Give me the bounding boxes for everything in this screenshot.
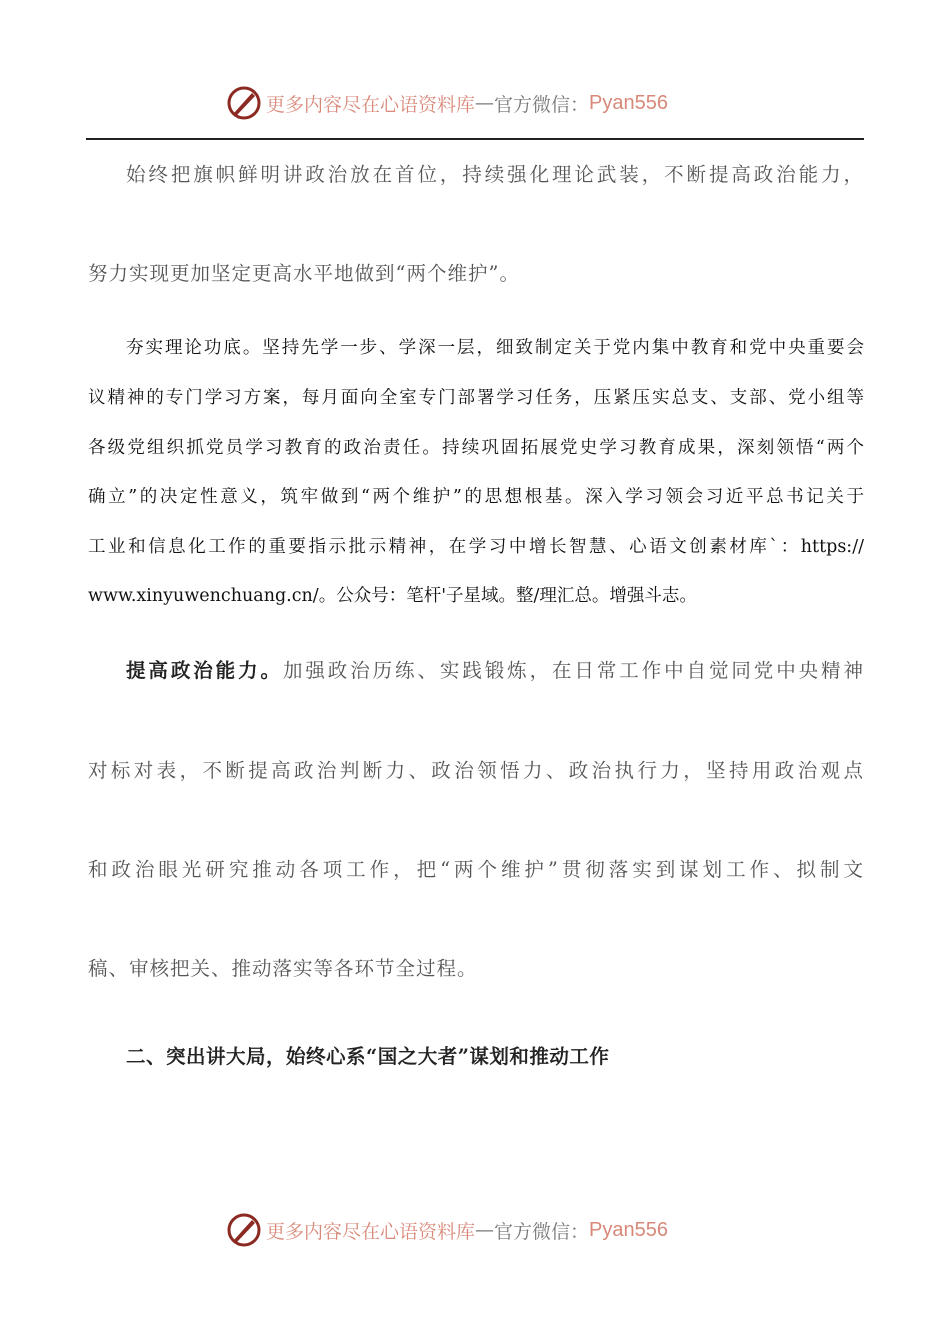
paragraph-lead: 提高政治能力。 bbox=[126, 659, 283, 682]
watermark-dash: — bbox=[475, 1219, 495, 1241]
watermark-wechat-label: 官方微信： bbox=[494, 1220, 590, 1243]
text-line: 工业和信息化工作的重要指示批示精神，在学习中增长智慧、心语文创素材库`：https:// bbox=[88, 537, 864, 557]
watermark-wechat-id: Pyan556 bbox=[589, 1218, 668, 1241]
text-line: 夯实理论功底。坚持先学一步、学深一层，细致制定关于党内集中教育和党中央重要会 bbox=[126, 338, 864, 358]
text-line: 稿、审核把关、推动落实等各环节全过程。 bbox=[88, 957, 478, 980]
text-line bbox=[126, 655, 864, 683]
watermark-wechat-id: Pyan556 bbox=[589, 91, 668, 114]
watermark-dash: — bbox=[475, 92, 495, 114]
text-line: www.xinyuwenchuang.cn/。公众号：笔杆'子星域。整/理汇总。增强斗志。 bbox=[88, 586, 697, 606]
text-line: 各级党组织抓党员学习教育的政治责任。持续巩固拓展党史学习教育成果，深刻领悟“两个 bbox=[88, 438, 864, 458]
text-span: 加强政治历练、实践锻炼，在日常工作中自觉同党中央精神 bbox=[282, 659, 864, 682]
text-line: 确立”的决定性意义，筑牢做到“两个维护”的思想根基。深入学习领会习近平总书记关于 bbox=[88, 487, 864, 507]
text-line: 议精神的专门学习方案，每月面向全室专门部署学习任务，压紧压实总支、支部、党小组等 bbox=[88, 388, 864, 408]
watermark-site-text: 更多内容尽在心语资料库 bbox=[266, 1220, 476, 1243]
text-line: 努力实现更加坚定更高水平地做到“两个维护”。 bbox=[88, 262, 520, 285]
text-line: 和政治眼光研究推动各项工作，把“两个维护”贯彻落实到谋划工作、拟制文 bbox=[88, 858, 864, 881]
watermark-wechat-label: 官方微信： bbox=[494, 93, 590, 116]
text-line: 始终把旗帜鲜明讲政治放在首位，持续强化理论武装，不断提高政治能力， bbox=[126, 163, 864, 186]
section-heading: 二、突出讲大局，始终心系“国之大者”谋划和推动工作 bbox=[126, 1045, 610, 1068]
pen-logo-icon bbox=[226, 1212, 262, 1248]
footer-watermark bbox=[226, 1210, 668, 1250]
pen-logo-icon bbox=[226, 85, 262, 121]
header-rule bbox=[86, 138, 864, 140]
watermark-site-text: 更多内容尽在心语资料库 bbox=[266, 93, 476, 116]
text-line: 对标对表，不断提高政治判断力、政治领悟力、政治执行力，坚持用政治观点 bbox=[88, 759, 864, 782]
header-watermark bbox=[226, 83, 668, 123]
